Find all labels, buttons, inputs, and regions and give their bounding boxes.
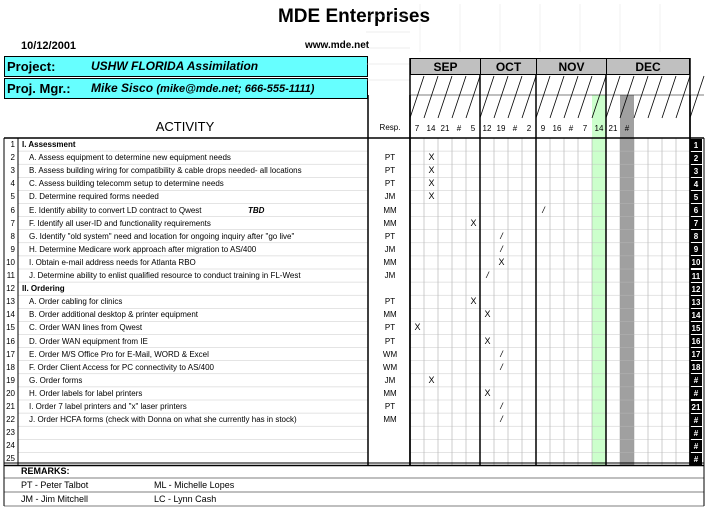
responsible-initials: JM (384, 192, 396, 202)
week-label: 14 (594, 124, 604, 133)
schedule-mark: X (428, 178, 435, 189)
activity-label: J. Order HCFA forms (check with Donna on what she currently has in stock) (29, 415, 297, 425)
right-row-number: 11 (691, 271, 701, 281)
responsible-initials: PT (384, 336, 396, 346)
schedule-mark: X (484, 335, 491, 346)
responsible-initials: MM (383, 257, 397, 267)
header-diagonal (438, 76, 452, 118)
week-label: 14 (426, 124, 436, 133)
right-row-number: 3 (690, 165, 702, 177)
right-row-number: # (690, 440, 702, 452)
header-diagonal (578, 76, 592, 118)
right-row-number: # (690, 387, 702, 399)
activity-label: G. Identify "old system" need and location for ongoing inquiry after "go live" (29, 231, 295, 241)
project-label: Project: (7, 59, 56, 74)
responsible-initials: MM (383, 205, 397, 215)
header-diagonal (494, 76, 508, 118)
manager-contact: (mike@mde.net; 666-555-1111) (156, 83, 315, 95)
row-number: 24 (6, 441, 15, 451)
row-number: 8 (10, 231, 15, 241)
week-label: 21 (608, 124, 618, 133)
responsible-initials: PT (384, 402, 396, 411)
responsible-initials: PT (384, 166, 396, 176)
activity-label: A. Assess equipment to determine new equipment needs (29, 153, 231, 163)
month-sep: SEP (410, 58, 480, 75)
right-row-number: 4 (690, 178, 702, 190)
week-label: 16 (552, 124, 562, 133)
week-label: 9 (540, 124, 546, 133)
schedule-mark: / (486, 270, 489, 280)
right-row-number: 2 (690, 152, 702, 164)
week-label: 12 (482, 124, 492, 133)
website: www.mde.net (305, 40, 370, 51)
responsible-initials: PT (384, 323, 396, 333)
activity-label: G. Order forms (29, 375, 83, 385)
responsible-initials: PT (384, 153, 396, 163)
row-number: 7 (10, 218, 15, 228)
schedule-mark: X (428, 374, 435, 385)
schedule-mark: X (484, 309, 491, 320)
responsible-initials: PT (384, 179, 396, 189)
row-number: 6 (10, 205, 15, 215)
legend-entry: LC - Lynn Cash (154, 494, 217, 504)
right-row-number: # (690, 427, 702, 439)
row-number: 21 (6, 402, 15, 411)
row-number: 5 (10, 192, 15, 202)
activity-label: B. Order additional desktop & printer equipment (29, 310, 198, 320)
row-number: 17 (6, 349, 15, 359)
legend-entry: JM - Jim Mitchell (21, 494, 88, 504)
current-week-column (592, 95, 606, 466)
activity-label: C. Assess building telecomm setup to determine needs (29, 179, 224, 189)
activity-label: F. Order Client Access for PC connectivity to AS/400 (29, 362, 214, 372)
row-number: 23 (6, 428, 15, 438)
week-label: 7 (582, 124, 588, 133)
activity-header: ACTIVITY (155, 119, 215, 134)
responsible-initials: JM (384, 375, 396, 385)
activity-label: F. Identify all user-ID and functionality requirements (29, 218, 211, 228)
right-row-number: 7 (690, 217, 702, 229)
header-diagonal (606, 76, 620, 118)
header-diagonal (522, 76, 536, 118)
responsible-initials: JM (384, 271, 396, 280)
row-number: 15 (6, 323, 15, 333)
responsible-initials: MM (383, 388, 397, 398)
project-value: USHW FLORIDA Assimilation (91, 59, 259, 73)
schedule-mark: X (470, 217, 477, 228)
week-label: 5 (470, 124, 476, 133)
responsible-initials: MM (383, 415, 397, 425)
manager-label: Proj. Mgr.: (7, 81, 71, 96)
week-label: # (568, 124, 574, 133)
row-number: 13 (6, 297, 15, 307)
row-number: 14 (6, 310, 15, 320)
schedule-mark: X (428, 165, 435, 176)
schedule-mark: X (428, 152, 435, 163)
activity-label: D. Determine required forms needed (29, 192, 159, 202)
header-diagonal (508, 76, 522, 118)
responsible-initials: JM (384, 244, 396, 254)
schedule-mark: X (414, 322, 421, 333)
shaded-week-column (620, 95, 634, 466)
header-diagonal (564, 76, 578, 118)
row-number: 9 (10, 244, 15, 254)
right-row-number: 5 (690, 191, 702, 203)
right-row-number: 18 (691, 363, 701, 373)
remarks-label: REMARKS: (21, 466, 70, 476)
legend-entry: ML - Michelle Lopes (154, 480, 235, 490)
header-diagonal (466, 76, 480, 118)
page-title: MDE Enterprises (277, 6, 431, 27)
schedule-mark: / (500, 348, 503, 359)
header-diagonal (452, 76, 466, 118)
header-diagonal (550, 76, 564, 118)
header-diagonal (410, 76, 424, 118)
right-row-number: 8 (690, 230, 702, 242)
legend-entry: PT - Peter Talbot (21, 480, 89, 490)
header-diagonal (662, 76, 676, 118)
right-row-number: 12 (691, 284, 701, 294)
schedule-mark: / (500, 243, 503, 254)
row-number: 12 (6, 284, 15, 294)
week-label: 7 (414, 124, 420, 133)
row-number: 3 (10, 166, 15, 176)
right-row-number: 9 (690, 243, 702, 255)
responsible-initials: MM (383, 310, 397, 320)
responsible-initials: WM (382, 362, 398, 372)
activity-label: I. Obtain e-mail address needs for Atlanta RBO (29, 257, 196, 267)
week-label: 19 (496, 124, 506, 133)
schedule-mark: / (500, 230, 503, 241)
schedule-mark: X (484, 387, 491, 398)
row-number: 10 (6, 257, 15, 267)
activity-label: I. Order 7 label printers and "x" laser printers (29, 402, 187, 411)
activity-label: C. Order WAN lines from Qwest (29, 323, 143, 333)
section-header: I. Assessment (22, 140, 76, 149)
row-number: 18 (6, 362, 15, 372)
right-row-number: 14 (691, 310, 701, 320)
right-row-number: # (690, 453, 702, 465)
section-header: II. Ordering (22, 284, 65, 294)
row-number: 2 (10, 153, 15, 163)
activity-label: A. Order cabling for clinics (29, 297, 123, 307)
month-nov: NOV (536, 58, 606, 75)
activity-label: B. Assess building wiring for compatibility & cable drops needed- all locations (29, 166, 302, 176)
schedule-mark: / (500, 401, 503, 411)
month-oct: OCT (480, 58, 536, 75)
schedule-mark: / (500, 361, 503, 372)
week-label: # (512, 124, 518, 133)
resp-header: Resp. (379, 123, 401, 132)
schedule-mark: X (498, 256, 505, 267)
row-number: 16 (6, 336, 15, 346)
manager-name: Mike Sisco (91, 81, 154, 95)
schedule-mark: / (500, 414, 503, 425)
schedule-mark: X (428, 191, 435, 202)
tbd-note: TBD (248, 205, 265, 215)
right-row-number: 15 (691, 323, 701, 333)
schedule-mark: / (542, 204, 545, 215)
header-diagonal (690, 76, 704, 118)
activity-label: D. Order WAN equipment from IE (29, 336, 148, 346)
week-label: 21 (440, 124, 450, 133)
month-dec: DEC (606, 58, 690, 75)
row-number: 4 (10, 179, 15, 189)
right-row-number: 10 (691, 258, 701, 268)
responsible-initials: PT (384, 297, 396, 307)
responsible-initials: PT (384, 231, 396, 241)
row-number: 19 (6, 375, 15, 385)
activity-label: H. Determine Medicare work approach after migration to AS/400 (29, 244, 257, 254)
header-diagonal (424, 76, 438, 118)
responsible-initials: MM (383, 218, 397, 228)
activity-label: H. Order labels for label printers (29, 388, 143, 398)
week-label: 2 (526, 124, 532, 133)
week-label: # (456, 124, 462, 133)
activity-label: E. Identify ability to convert LD contract to Qwest (29, 205, 202, 215)
responsible-initials: WM (382, 349, 398, 359)
right-row-number: 13 (691, 297, 701, 307)
right-row-number: 6 (690, 204, 702, 216)
right-row-number: 17 (691, 350, 701, 360)
row-number: 25 (6, 454, 15, 464)
right-row-number: # (690, 414, 702, 426)
report-date: 10/12/2001 (21, 40, 77, 52)
header-diagonal (634, 76, 648, 118)
row-number: 22 (6, 415, 15, 425)
header-diagonal (676, 76, 690, 118)
activity-label: E. Order M/S Office Pro for E-Mail, WORD & Excel (29, 349, 209, 359)
schedule-mark: X (470, 296, 477, 307)
header-diagonal (536, 76, 550, 118)
right-row-number: 16 (691, 337, 701, 346)
row-number: 1 (10, 140, 15, 149)
right-row-number: 1 (690, 139, 702, 151)
header-diagonal (648, 76, 662, 118)
right-row-number: 21 (691, 402, 701, 412)
row-number: 20 (6, 388, 15, 398)
activity-label: J. Determine ability to enlist qualified resource to conduct training in FL-West (29, 271, 301, 280)
row-number: 11 (6, 271, 15, 280)
header-diagonal (480, 76, 494, 118)
week-label: # (624, 124, 630, 133)
right-row-number: # (690, 374, 702, 386)
